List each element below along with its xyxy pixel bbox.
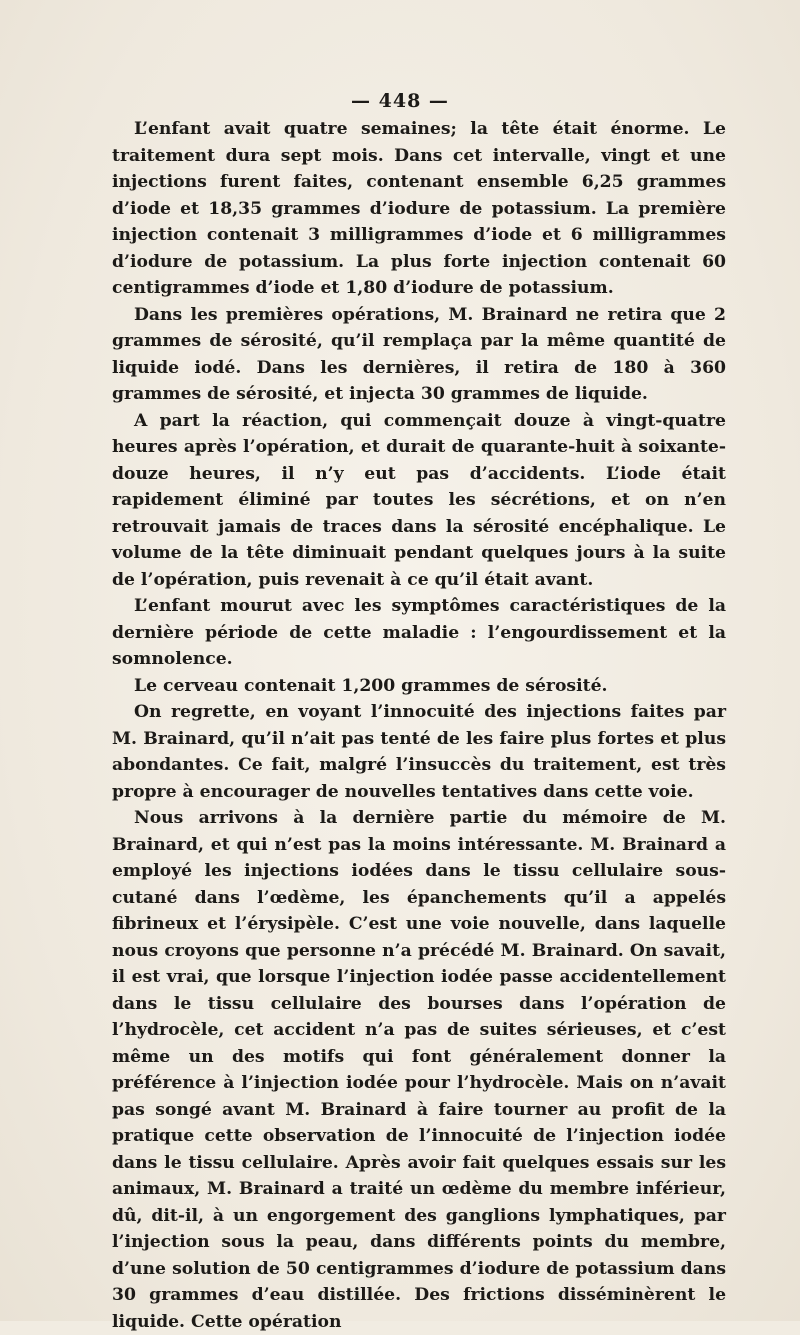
body-text bbox=[112, 116, 726, 1335]
page-number: — 448 — bbox=[351, 90, 449, 112]
paragraph: A part la réaction, qui commençait douze à vingt-quatre heures après l’opération, et durait de quarante-huit à soixante-douze heures, il n’y eut pas d’accidents. L’iode était rapidement éliminé par toutes les sécrétions, et on n’en retrouvait jamais de traces dans la sérosité encéphalique. Le volume de la tête diminuait pendant quelques jours à la suite de l’opération, puis revenait à ce qu’il était avant. bbox=[112, 410, 726, 590]
paragraph: On regrette, en voyant l’innocuité des injections faites par M. Brainard, qu’il n’ait pas tenté de les faire plus fortes et plus abondantes. Ce fait, malgré l’insuccès du traitement, est très propre à encourager de nouvelles tentatives dans cette voie. bbox=[112, 702, 726, 802]
paragraph: Dans les premières opérations, M. Brainard ne retira que 2 grammes de sérosité, qu’il remplaça par la même quantité de liquide iodé. Dans les dernières, il retira de 180 à 360 grammes de sérosité, et injecta 30 grammes de liquide. bbox=[112, 304, 726, 404]
paragraph: Le cerveau contenait 1,200 grammes de sérosité. bbox=[134, 675, 608, 696]
paragraph: L’enfant avait quatre semaines; la tête était énorme. Le traitement dura sept mois. Dans cet intervalle, vingt et une injections furent faites, contenant ensemble 6,25 grammes d’iode et 18,35 grammes d’iodure de potassium. La première injection contenait 3 milligrammes d’iode et 6 milligrammes d’iodure de potassium. La plus forte injection contenait 60 centigrammes d’iode et 1,80 d’iodure de potassium. bbox=[112, 119, 726, 298]
paragraph: L’enfant mourut avec les symptômes caractéristiques de la dernière période de cette maladie : l’engourdissement et la somnolence. bbox=[112, 596, 726, 669]
paragraph: Nous arrivons à la dernière partie du mémoire de M. Brainard, et qui n’est pas la moins intéressante. M. Brainard a employé les injections iodées dans le tissu cellulaire sous-cutané dans l’œdème, les épanchements qu’il a appelés fibrineux et l’érysipèle. C’est une voie nouvelle, dans laquelle nous croyons que personne n’a précédé M. Brainard. On savait, il est vrai, que lorsque l’injection iodée passe accidentellement dans le tissu cellulaire des bourses dans l’opération de l’hydrocèle, cet accident n’a pas de suites sérieuses, et c’est même un des motifs qui font généralement donner la préférence à l’injection iodée pour l’hydrocèle. Mais on n’avait pas songé avant M. Brainard à faire tourner au profit de la pratique cette observation de l’innocuité de l’injection iodée dans le tissu cellulaire. Après avoir fait quelques essais sur les animaux, M. Brainard a traité un œdème du membre inférieur, dû, dit-il, à un engorgement des ganglions lymphatiques, par l’injection sous la peau, dans différents points du membre, d’une solution de 50 centigrammes d’iodure de potassium dans 30 grammes d’eau distillée. Des frictions disséminèrent le liquide. Cette opération bbox=[112, 808, 726, 1332]
